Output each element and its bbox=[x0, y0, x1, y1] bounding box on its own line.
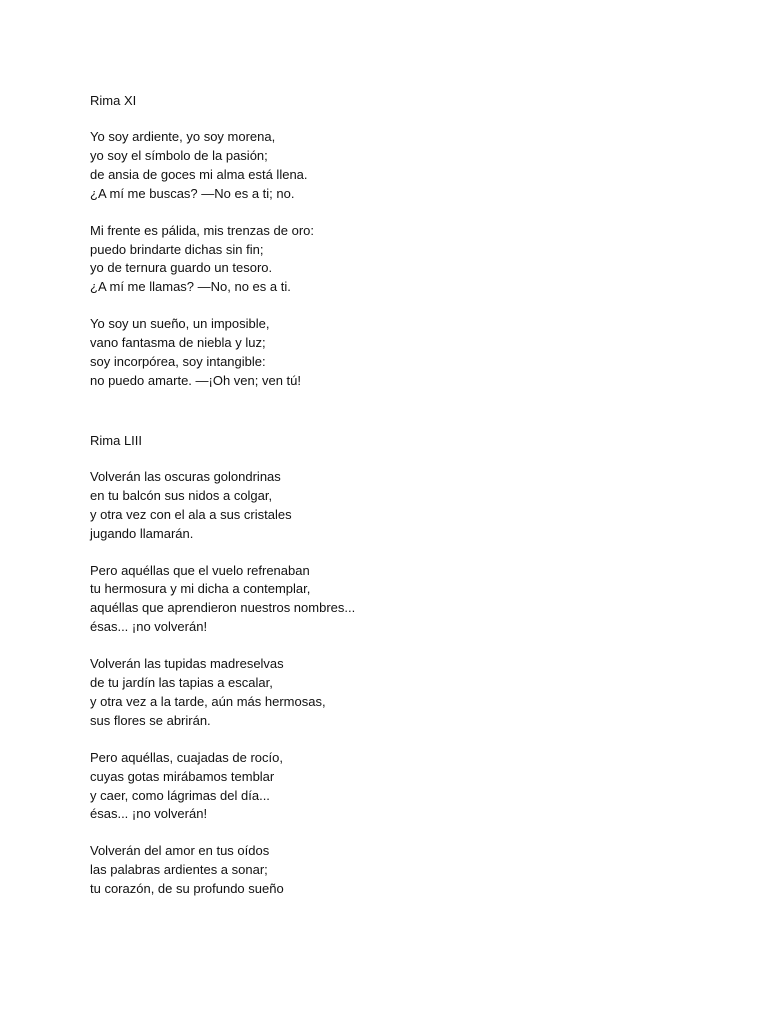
verse-line: ¿A mí me buscas? —No es a ti; no. bbox=[90, 185, 295, 201]
poem-rima-liii bbox=[90, 431, 730, 899]
verse-line: Yo soy un sueño, un imposible, bbox=[90, 316, 270, 332]
stanza bbox=[90, 842, 730, 899]
verse-line: ¿A mí me llamas? —No, no es a ti. bbox=[90, 279, 291, 295]
stanza bbox=[90, 315, 730, 391]
verse-line: y otra vez a la tarde, aún más hermosas, bbox=[90, 693, 326, 709]
verse-line: Volverán las oscuras golondrinas bbox=[90, 468, 281, 484]
verse-line: yo soy el símbolo de la pasión; bbox=[90, 147, 268, 163]
verse-line: Pero aquéllas que el vuelo refrenaban bbox=[90, 562, 310, 578]
verse-line: Mi frente es pálida, mis trenzas de oro: bbox=[90, 222, 314, 238]
stanza bbox=[90, 128, 730, 204]
verse-line: vano fantasma de niebla y luz; bbox=[90, 335, 266, 351]
verse-line: de ansia de goces mi alma está llena. bbox=[90, 166, 308, 182]
document-page bbox=[90, 91, 730, 917]
stanza bbox=[90, 222, 730, 298]
verse-line: Volverán del amor en tus oídos bbox=[90, 843, 270, 859]
poem-title: Rima XI bbox=[90, 93, 137, 108]
verse-line: Pero aquéllas, cuajadas de rocío, bbox=[90, 749, 283, 765]
verse-line: jugando llamarán. bbox=[90, 525, 194, 541]
verse-line: no puedo amarte. —¡Oh ven; ven tú! bbox=[90, 372, 302, 388]
verse-line: ésas... ¡no volverán! bbox=[90, 806, 208, 822]
stanza bbox=[90, 749, 730, 825]
stanza bbox=[90, 468, 730, 544]
verse-line: y otra vez con el ala a sus cristales bbox=[90, 506, 292, 522]
poem-title: Rima LIII bbox=[90, 432, 143, 448]
verse-line: tu hermosura y mi dicha a contemplar, bbox=[90, 581, 311, 597]
verse-line: ésas... ¡no volverán! bbox=[90, 619, 208, 635]
verse-line: soy incorpórea, soy intangible: bbox=[90, 354, 266, 370]
verse-line: sus flores se abrirán. bbox=[90, 712, 211, 728]
verse-line: cuyas gotas mirábamos temblar bbox=[90, 768, 275, 784]
verse-line: en tu balcón sus nidos a colgar, bbox=[90, 487, 273, 503]
verse-line: tu corazón, de su profundo sueño bbox=[90, 881, 284, 897]
verse-line: Volverán las tupidas madreselvas bbox=[90, 656, 284, 672]
verse-line: Yo soy ardiente, yo soy morena, bbox=[90, 129, 276, 144]
stanza bbox=[90, 562, 730, 638]
stanza bbox=[90, 655, 730, 731]
poem-rima-xi bbox=[90, 91, 730, 391]
verse-line: puedo brindarte dichas sin fin; bbox=[90, 241, 264, 257]
verse-line: de tu jardín las tapias a escalar, bbox=[90, 675, 273, 691]
verse-line: y caer, como lágrimas del día... bbox=[90, 787, 270, 803]
verse-line: yo de ternura guardo un tesoro. bbox=[90, 260, 273, 276]
verse-line: aquéllas que aprendieron nuestros nombres... bbox=[90, 600, 356, 616]
verse-line: las palabras ardientes a sonar; bbox=[90, 862, 268, 878]
